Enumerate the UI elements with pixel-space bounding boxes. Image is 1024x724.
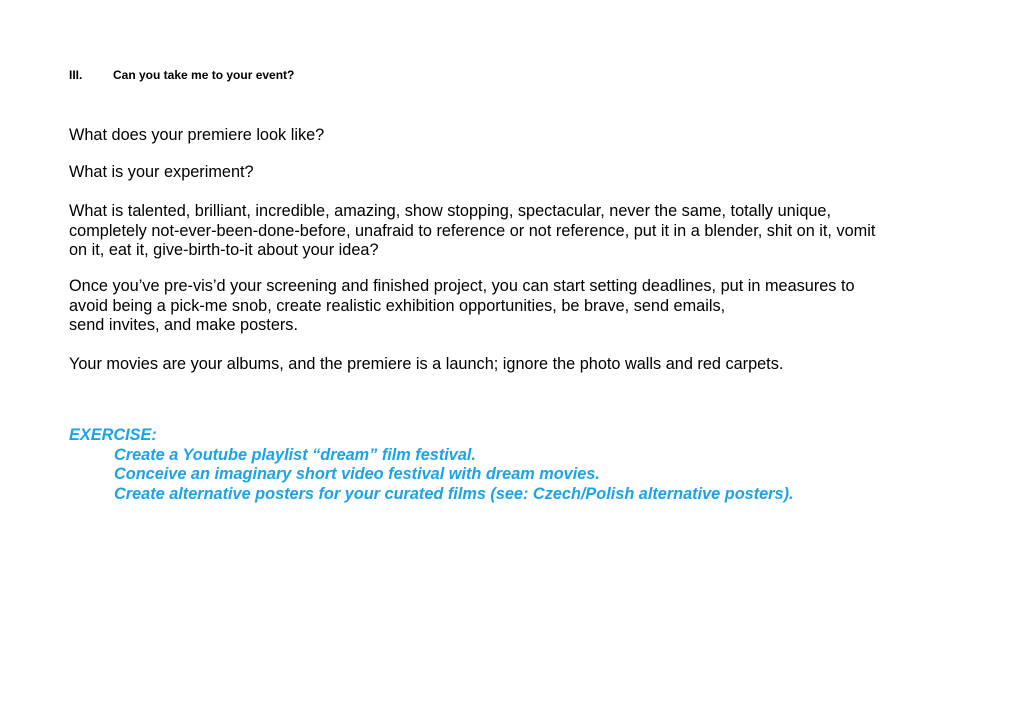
section-heading [69,68,294,83]
paragraph-line: What is talented, brilliant, incredible, amazing, show stopping, spectacular, never the same, totally unique, [69,202,832,220]
exercise-item: Create a Youtube playlist “dream” film festival. [114,445,476,464]
paragraph-talented [69,202,969,261]
exercise-block [69,426,969,504]
paragraph-albums [69,355,969,375]
exercise-item: Conceive an imaginary short video festival with dream movies. [114,465,600,483]
paragraph-line: on it, eat it, give-birth-to-it about your idea? [69,241,379,259]
paragraph-line: Once you’ve pre-vis’d your screening and finished project, you can start setting deadlines, put in measures to [69,277,855,295]
paragraph-line: completely not-ever-been-done-before, unafraid to reference or not reference, put it in a blender, shit on it, vomit [69,221,876,240]
paragraph-line: avoid being a pick-me snob, create realistic exhibition opportunities, be brave, send emails, [69,296,726,315]
section-title: Can you take me to your event? [113,68,295,82]
paragraph-deadlines [69,277,969,336]
paragraph-experiment [69,163,969,183]
paragraph-premiere [69,126,969,146]
paragraph-text: What is your experiment? [69,163,254,181]
exercise-label: EXERCISE: [69,426,157,444]
paragraph-text: Your movies are your albums, and the premiere is a launch; ignore the photo walls and red carpets. [69,355,784,373]
paragraph-text: What does your premiere look like? [69,126,325,144]
paragraph-line: send invites, and make posters. [69,316,298,334]
section-numeral: III. [69,68,83,82]
exercise-item: Create alternative posters for your curated films (see: Czech/Polish alternative posters). [114,484,794,503]
